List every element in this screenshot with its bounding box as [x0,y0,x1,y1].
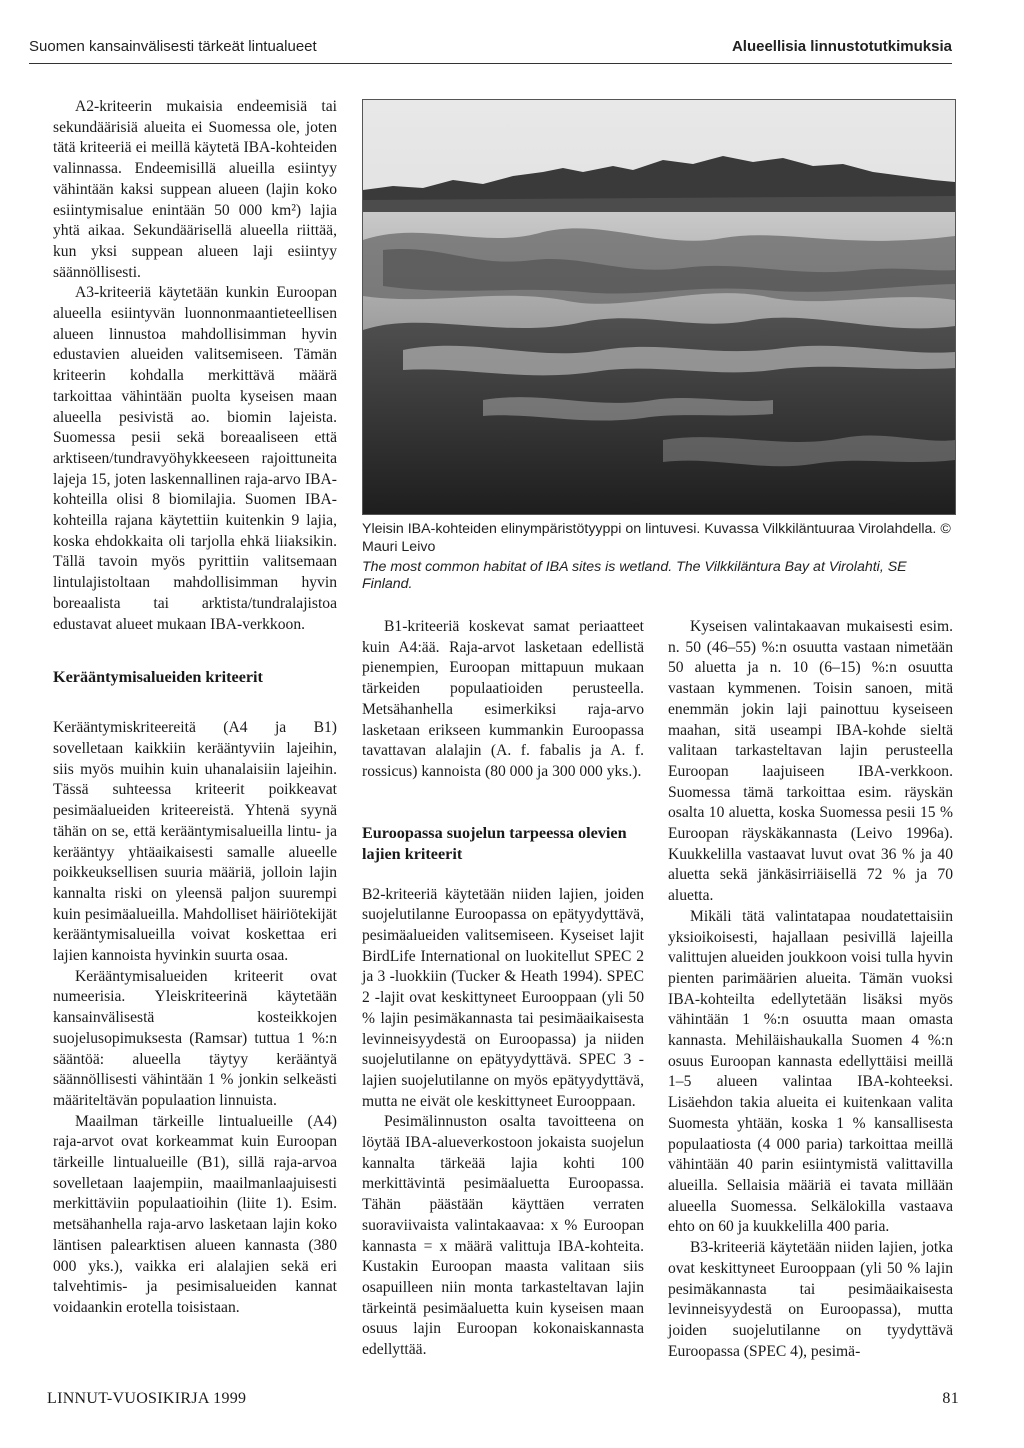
header-rule [29,63,952,64]
paragraph: Pesimälinnuston osalta tavoitteena on löytää IBA-alueverkostoon jokaista suojelun kannalta tärkeää lajia kohti 100 merkittävintä pesimäaluetta Euroopassa. Tähän päästään käyttäen verraten suoraviivaista valintakaavaa: x % Euroopan kannasta = x määrä valittuja IBA-kohteita. Kustakin Euroopan maasta valitaan siis osapuilleen niin monta tarkasteltavan lajin tärkeintä pesimäaluetta kuin kyseisen maan osuus lajin Euroopan kokonaiskannasta edellyttää. [362,1113,644,1359]
paragraph: Kerääntymiskriteereitä (A4 ja B1) sovelletaan kaikkiin kerääntyviin lajeihin, siis myös muihin kuin uhanalaisiin lajeihin. Tässä suhteessa kriteerit poikkeavat pesimäalueiden kriteereistä. Yhtenä syynä tähän on se, että kerääntymisalueilla lintu- ja kerääntyy yhtäaikaisesti samalle alueelle poikkeuksellisen suuria määriä, jolloin lajin kannalta riski on yleensä paljon suurempi kuin pesimäalueilla. Mahdolliset häiriötekijät kerääntymisalueilla voivat koskettaa eri lajien kannoista hyvinkin suurta osaa. [53,719,337,965]
paragraph: Mikäli tätä valintatapaa noudatettaisiin yksioikoisesti, hajallaan pesivillä lajeilla valittujen alueiden joukkoon voisi tulla hyvin pienten parimäärien alueita. Tämän vuoksi IBA-kohteilta edellytetään lisäksi myös vähintään 1 %:n osuutta maan omasta kannasta. Mehiläishaukalla Suomen 4 %:n osuus Euroopan kannasta edellyttäisi meillä 1–5 alueen valintaa IBA-kohteeksi. Lisäehdon takia alueita ei kuitenkaan valita Suomesta yhtään, koska 1 % kansallisesta populaatiosta (4 000 paria) tarkoittaa meillä vähintään 40 parin esiintymistä valittavilla alueilla. Sellaisia määriä ei tavata millään alueella Suomessa. Selkälokilla vastaava ehto on 60 ja kuukkelilla 400 paria. [668,907,953,1236]
paragraph: Kyseisen valintakaavan mukaisesti esim. n. 50 (46–55) %:n osuutta vastaan nimetään 50 aluetta ja n. 10 (6–15) %:n osuutta vastaan kymmenen. Toisin sanoen, mitä enemmän jokin laji painottuu kyseiseen maahan, sitä useampi IBA-kohde sieltä valitaan tarkasteltavan lajin perusteella Euroopan laajuiseen IBA-verkkoon. Suomessa tämä tarkoittaa esim. räyskän osalta 10 aluetta, koska Suomessa pesii 15 % Euroopan räyskäkannasta (Leivo 1996a). Kuukkelilla vastaavat luvut ovat 36 % ja 40 aluetta sekä jänkäsirriäisellä 72 % ja 70 aluetta. [668,618,953,905]
paragraph: B3-kriteeriä käytetään niiden lajien, jotka ovat keskittyneet Eurooppaan (yli 50 % lajin pesimäkannasta tai pesimäaikaisesta levinneisyydestä on Euroopassa), mutta joiden suojelutilanne on tyydyttävä Euroopassa (SPEC 4), pesimä- [668,1239,953,1360]
photo-caption [362,521,954,594]
paragraph: A2-kriteerin mukaisia endeemisiä tai sekundäärisiä alueita ei Suomessa ole, joten tätä kriteeriä ei meillä käytetä IBA-kohteiden valinnassa. Endeemisillä alueilla esiintyy vähintään kaksi suppean alueen (lajin koko esiintymisalue enintään 50 000 km²) lajia yhtä aikaa. Sekundäärisellä alueella riittää, kun yksi suppean alueen laji esiintyy säännöllisesti. [53,98,337,281]
page-number: 81 [942,1390,959,1407]
section-heading: Euroopassa suojelun tarpeessa olevien lajien kriteerit [362,823,627,863]
caption-finnish: Yleisin IBA-kohteiden elinympäristötyyppi on lintuvesi. Kuvassa Vilkkiläntuuraa Virolahdella. © Mauri Leivo [362,521,951,555]
text-column-1 [53,97,337,1319]
paragraph: A3-kriteeriä käytetään kunkin Euroopan alueella esiintyvän luonnonmaantieteellisen alueen linnustoa mahdollisimman hyvin edustavien alueiden valitsemiseen. Tämän kriteerin kohdalla merkittävä määrä tarkoittaa vähintään puolta kyseisen maan alueella pesivistä ao. biomin lajeista. Suomessa pesii sekä boreaaliseen että arktiseen/tundravyöhykkeeseen rajoittuneita lajeja 15, joten laskennallinen raja-arvo IBA-kohteilla olisi 8 biomilajia. Suomen IBA-kohteilla rajana käytettiin kuitenkin 9 lajia, koska ehdokkaita oli tarjolla ehkä liiaksikin. Tällä tavoin myös pyrittiin valitsemaan lintulajistoltaan mahdollisimman hyvin boreaalista tai arktista/tundralajistoa edustavat alueet mukaan IBA-verkkoon. [53,284,337,633]
paragraph: B1-kriteeriä koskevat samat periaatteet kuin A4:ää. Raja-arvot lasketaan edellistä pienempien, Euroopan mittapuun mukaan tärkeiden populaatioiden perusteella. Metsähanhella esimerkiksi raja-arvo lasketaan erikseen kummankin Euroopassa tavattavan alalajin (A. f. fabalis ja A. f. rossicus) kannoista (80 000 ja 300 000 yks.). [362,618,644,780]
running-header-left: Suomen kansainvälisesti tärkeät lintualueet [29,38,317,55]
paragraph: B2-kriteeriä käytetään niiden lajien, joiden suojelutilanne Euroopassa on epätyydyttävä, pesimäalueiden valitsemiseen. Kyseiset lajit BirdLife International on luokitellut SPEC 2 ja 3 -luokkiin (Tucker & Heath 1994). SPEC 2 -lajit ovat keskittyneet Eurooppaan (yli 50 % lajin pesimäkannasta tai pesimäaikaisesta levinneisyydestä on Euroopassa) ja niiden suojelutilanne on epätyydyttävä. SPEC 3 -lajien suojelutilanne on myös epätyydyttävä, mutta ne eivät ole keskittyneet Eurooppaan. [362,885,644,1110]
paragraph: Maailman tärkeille lintualueille (A4) raja-arvot ovat korkeammat kuin Euroopan tärkeille lintualueille (B1), sillä raja-arvoa sovelletaan laajempiin, maailmanlaajuisesti merkittäviin populaatioihin (liite 1). Esim. metsähanhella raja-arvo lasketaan lajin koko läntisen palearktisen alueen kannasta (380 000 yks.), vaikka eri alalajien sekä eri talvehtimis- ja pesimisalueiden kannat voidaankin erotella toisistaan. [53,1112,337,1316]
section-heading: Kerääntymisalueiden kriteerit [53,668,263,687]
footer-journal-title: LINNUT-VUOSIKIRJA 1999 [47,1390,247,1407]
wetland-photo [362,99,956,515]
running-header-right: Alueellisia linnustotutkimuksia [731,38,952,55]
paragraph: Kerääntymisalueiden kriteerit ovat numeerisia. Yleiskriteerinä käytetään kansainvälisestä kosteikkojen suojelusopimuksesta (Ramsar) tuttua 1 %:n sääntöä: alueella täytyy kerääntyä säännöllisesti vähintään 1 % jonkin selkeästi määriteltävän populaation linnuista. [53,967,337,1109]
text-column-2 [362,617,644,1361]
caption-english: The most common habitat of IBA sites is wetland. The Vilkkiläntura Bay at Virolahti, SE Finland. [362,558,907,593]
text-column-3 [668,617,953,1362]
